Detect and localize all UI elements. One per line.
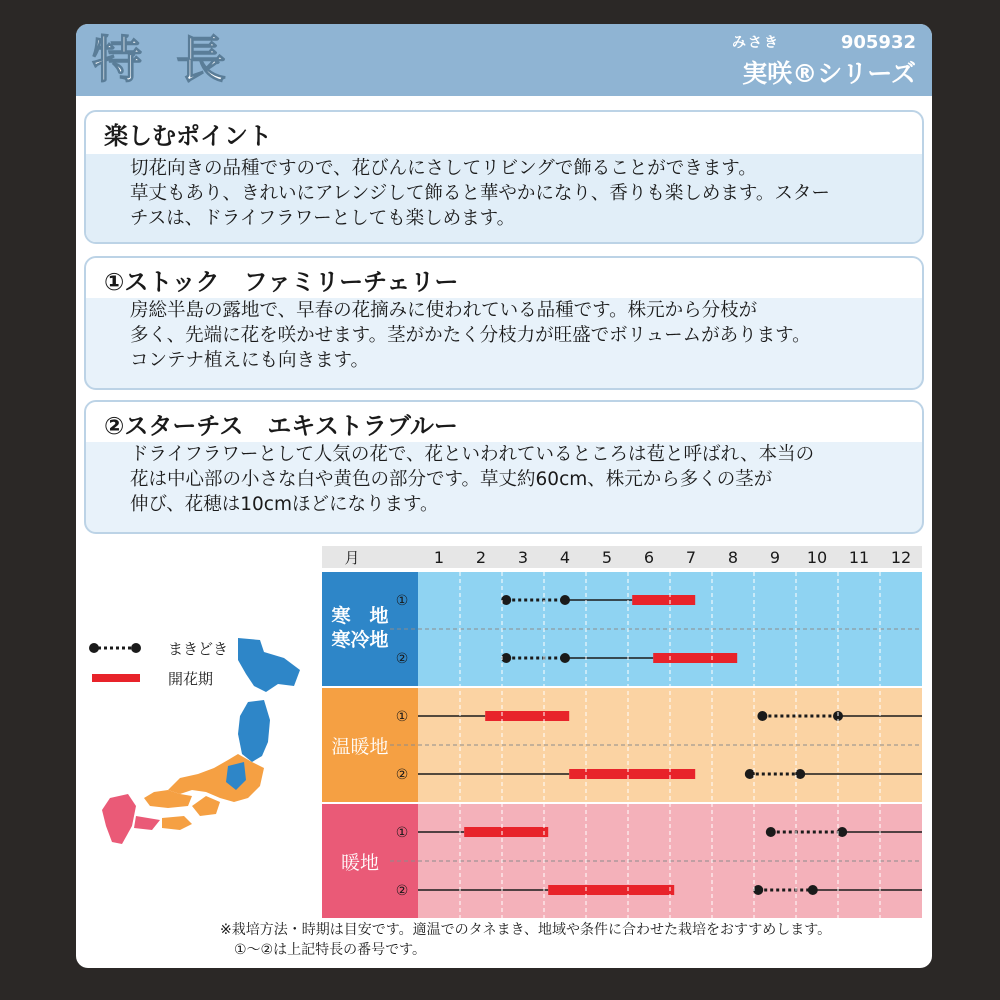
section-body	[86, 154, 922, 242]
region-label: 寒 地	[331, 605, 389, 627]
header-bar	[76, 24, 932, 96]
month-tick-label: 5	[601, 548, 613, 567]
sowing-dot-start	[766, 827, 776, 837]
sowing-dot-start	[501, 653, 511, 663]
flowering-bar	[569, 769, 695, 779]
row-variety-mark: ②	[395, 767, 409, 783]
row-variety-mark: ①	[395, 593, 409, 609]
calendar-header-bar	[322, 546, 922, 568]
body-line: 房総半島の露地で、早春の花摘みに使われている品種です。株元から分枝が	[130, 300, 758, 321]
region-label: 寒冷地	[331, 629, 389, 651]
body-line: 草丈もあり、きれいにアレンジして飾ると華やかになり、香りも楽しめます。スター	[130, 183, 830, 204]
row-variety-mark: ②	[395, 651, 409, 667]
series-code: 905932	[840, 32, 916, 53]
flowering-bar	[485, 711, 569, 721]
legend-flowering-label: 開花期	[168, 670, 214, 688]
footnote	[220, 920, 932, 960]
flowering-bar	[464, 827, 548, 837]
body-line: 伸び、花穂は10cmほどになります。	[130, 494, 439, 515]
body-line: コンテナ植えにも向きます。	[130, 350, 370, 371]
row-variety-mark: ②	[395, 883, 409, 899]
body-line: 切花向きの品種ですので、花びんにさしてリビングで飾ることができます。	[130, 158, 757, 179]
month-tick-label: 12	[890, 548, 912, 567]
section-enjoy-points	[84, 110, 924, 244]
section-stock	[84, 256, 924, 390]
month-tick-label: 4	[559, 548, 571, 567]
cultivation-calendar	[322, 546, 922, 918]
flowering-bar	[653, 653, 737, 663]
month-tick-label: 11	[848, 548, 870, 567]
month-tick-label: 2	[475, 548, 487, 567]
month-tick-label: 9	[769, 548, 781, 567]
series-badge	[716, 32, 916, 94]
region-label: 温暖地	[331, 736, 389, 758]
page-title: 特長	[92, 31, 260, 89]
body-line: ドライフラワーとして人気の花で、花といわれているところは苞と呼ばれ、本当の	[130, 444, 815, 465]
body-line: チスは、ドライフラワーとしても楽しめます。	[130, 208, 516, 229]
section-body	[130, 442, 910, 517]
month-tick-label: 6	[643, 548, 655, 567]
section-title: ①ストック ファミリーチェリー	[104, 268, 459, 296]
section-statice	[84, 400, 924, 534]
flowering-bar	[632, 595, 695, 605]
month-header-label: 月	[344, 549, 360, 567]
row-variety-mark: ①	[395, 709, 409, 725]
section-body	[130, 298, 910, 373]
month-tick-label: 1	[433, 548, 445, 567]
section-title: ②スターチス エキストラブルー	[104, 412, 458, 440]
sowing-dot-start	[745, 769, 755, 779]
sowing-dot-start	[753, 885, 763, 895]
legend-sowing-label: まきどき	[168, 640, 229, 658]
sowing-dot-start	[501, 595, 511, 605]
series-name: 実咲®シリーズ	[742, 59, 916, 88]
body-line: 多く、先端に花を咲かせます。茎がかたく分枝力が旺盛でボリュームがあります。	[130, 325, 811, 346]
series-ruby: みさき	[732, 35, 780, 51]
section-title: 楽しむポイント	[104, 122, 272, 150]
product-card	[76, 24, 932, 968]
month-tick-label: 3	[517, 548, 529, 567]
body-line: 花は中心部の小さな白や黄色の部分です。草丈約60cm、株元から多くの茎が	[130, 469, 773, 490]
month-tick-label: 7	[685, 548, 697, 567]
row-variety-mark: ①	[395, 825, 409, 841]
sowing-dot-start	[757, 711, 767, 721]
flowering-bar	[548, 885, 674, 895]
japan-region-map	[88, 630, 318, 860]
region-label: 暖地	[340, 852, 380, 874]
footnote-line-1: ※栽培方法・時期は目安です。適温でのタネまき、地域や条件に合わせた栽培をおすすめします。	[220, 922, 832, 938]
month-tick-label: 8	[727, 548, 739, 567]
month-tick-label: 10	[806, 548, 828, 567]
footnote-line-2: ①〜②は上記特長の番号です。	[234, 942, 426, 958]
